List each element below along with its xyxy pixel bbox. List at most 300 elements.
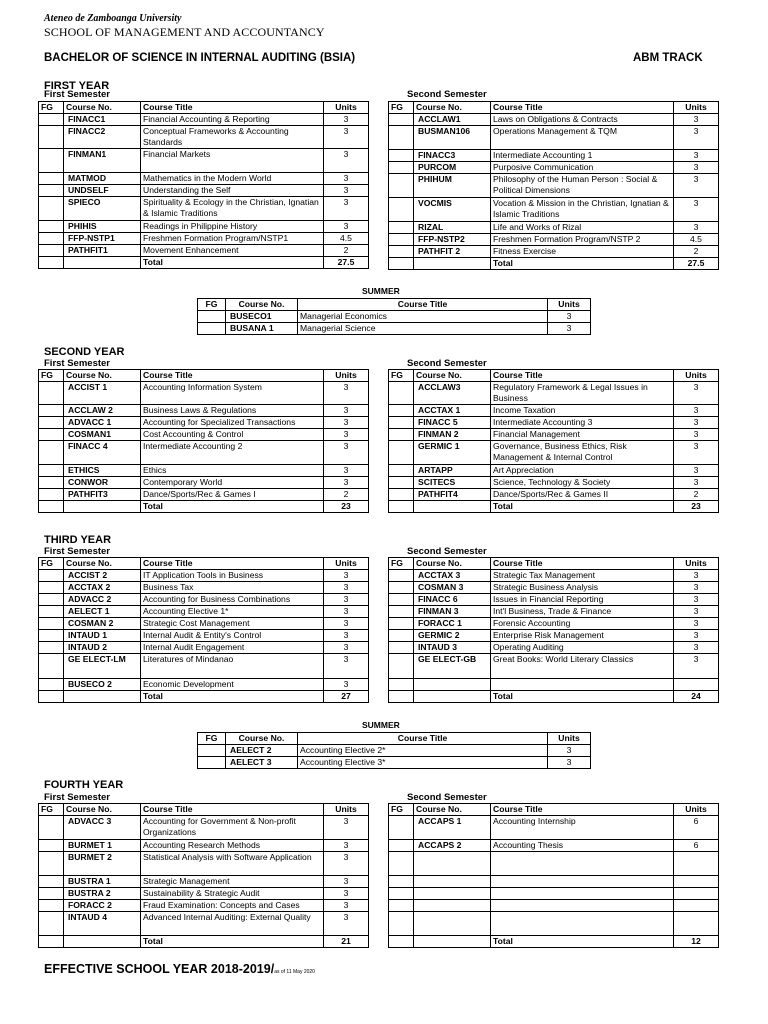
- total-units: 23: [324, 501, 369, 513]
- course-title: Literatures of Mindanao: [141, 654, 324, 679]
- footer: [44, 962, 315, 976]
- course-title: Accounting Research Methods: [141, 840, 324, 852]
- column-header-fg: FG: [389, 558, 414, 570]
- fg-cell: [39, 489, 64, 501]
- course-code: INTAUD 4: [64, 912, 141, 936]
- course-title: Enterprise Risk Management: [491, 630, 674, 642]
- table-row: [39, 642, 369, 654]
- fg-cell: [39, 233, 64, 245]
- course-title: Economic Development: [141, 679, 324, 691]
- second-semester-table: [388, 557, 719, 703]
- course-code: MATMOD: [64, 173, 141, 185]
- column-header-course-title: Course Title: [141, 804, 324, 816]
- column-header-course-title: Course Title: [298, 733, 548, 745]
- fg-cell: [39, 582, 64, 594]
- course-code: INTAUD 2: [64, 642, 141, 654]
- course-units: 3: [324, 429, 369, 441]
- table-row: [39, 679, 369, 691]
- table-header: [389, 370, 719, 382]
- table-row: [39, 465, 369, 477]
- fg-cell: [389, 150, 414, 162]
- fg-cell: [389, 477, 414, 489]
- table-row: [389, 150, 719, 162]
- column-header-course-no: Course No.: [414, 804, 491, 816]
- table-row: [389, 642, 719, 654]
- course-code: AELECT 3: [226, 757, 298, 769]
- course-units: 3: [324, 900, 369, 912]
- table-row: [39, 441, 369, 465]
- total-row: [389, 936, 719, 948]
- fg-cell: [389, 417, 414, 429]
- course-units: [674, 679, 719, 691]
- course-units: 3: [324, 477, 369, 489]
- course-units: 3: [324, 642, 369, 654]
- course-units: 3: [674, 477, 719, 489]
- column-header-course-title: Course Title: [141, 370, 324, 382]
- second-semester-heading: Second Semester: [407, 89, 487, 100]
- table-row: [389, 594, 719, 606]
- course-code: PATHFIT 2: [414, 246, 491, 258]
- course-units: 3: [674, 198, 719, 222]
- table-row: [389, 816, 719, 840]
- course-title: Purposive Communication: [491, 162, 674, 174]
- column-header-course-no: Course No.: [414, 102, 491, 114]
- course-code: FINACC3: [414, 150, 491, 162]
- fg-cell: [39, 630, 64, 642]
- total-label: Total: [141, 936, 324, 948]
- year-heading: SECOND YEAR: [44, 346, 125, 358]
- column-header-units: Units: [674, 558, 719, 570]
- table-row: [39, 618, 369, 630]
- total-label: Total: [491, 936, 674, 948]
- table-row: [39, 382, 369, 405]
- course-title: Intermediate Accounting 3: [491, 417, 674, 429]
- total-row: [39, 691, 369, 703]
- course-title: Business Tax: [141, 582, 324, 594]
- course-units: 3: [324, 570, 369, 582]
- table-row: [389, 582, 719, 594]
- table-row: [389, 912, 719, 936]
- table-row: [39, 221, 369, 233]
- course-code: ACCTAX 3: [414, 570, 491, 582]
- fg-cell: [389, 570, 414, 582]
- course-title: Philosophy of the Human Person : Social & Political Dimensions: [491, 174, 674, 198]
- fg-cell: [39, 606, 64, 618]
- fg-cell: [39, 618, 64, 630]
- course-code: FFP-NSTP1: [64, 233, 141, 245]
- table-header: [389, 102, 719, 114]
- course-units: 4.5: [324, 233, 369, 245]
- first-semester-table: [38, 101, 369, 269]
- course-title: Vocation & Mission in the Christian, Ignatian & Islamic Traditions: [491, 198, 674, 222]
- course-units: 3: [674, 150, 719, 162]
- course-code: AELECT 2: [226, 745, 298, 757]
- fg-cell: [198, 311, 226, 323]
- course-title: Understanding the Self: [141, 185, 324, 197]
- course-units: 3: [674, 582, 719, 594]
- course-code: COSMAN 3: [414, 582, 491, 594]
- column-header-fg: FG: [389, 102, 414, 114]
- course-title: Strategic Management: [141, 876, 324, 888]
- fg-cell: [389, 222, 414, 234]
- course-code: COSMAN1: [64, 429, 141, 441]
- table-row: [39, 149, 369, 173]
- table-row: [39, 570, 369, 582]
- table-row: [39, 126, 369, 149]
- fg-cell: [39, 888, 64, 900]
- course-title: Freshmen Formation Program/NSTP1: [141, 233, 324, 245]
- course-units: [674, 852, 719, 876]
- course-units: 3: [324, 630, 369, 642]
- course-units: [674, 912, 719, 936]
- course-code: RIZAL: [414, 222, 491, 234]
- code-cell: [64, 501, 141, 513]
- course-code: VOCMIS: [414, 198, 491, 222]
- course-title: Laws on Obligations & Contracts: [491, 114, 674, 126]
- course-code: INTAUD 3: [414, 642, 491, 654]
- course-title: Ethics: [141, 465, 324, 477]
- school-name: SCHOOL OF MANAGEMENT AND ACCOUNTANCY: [44, 25, 325, 39]
- course-units: 3: [674, 174, 719, 198]
- fg-cell: [39, 594, 64, 606]
- course-units: 3: [324, 405, 369, 417]
- course-title: Movement Enhancement: [141, 245, 324, 257]
- course-title: Financial Markets: [141, 149, 324, 173]
- course-title: Accounting Elective 1*: [141, 606, 324, 618]
- course-code: FINACC 6: [414, 594, 491, 606]
- first-semester-table: [38, 557, 369, 703]
- table-row: [39, 417, 369, 429]
- fg-cell: [39, 936, 64, 948]
- course-title: [491, 852, 674, 876]
- course-code: ACCIST 1: [64, 382, 141, 405]
- course-title: Accounting Information System: [141, 382, 324, 405]
- course-code: SPIECO: [64, 197, 141, 221]
- fg-cell: [39, 912, 64, 936]
- course-code: ACCAPS 1: [414, 816, 491, 840]
- column-header-units: Units: [324, 370, 369, 382]
- fg-cell: [389, 912, 414, 936]
- course-title: Internal Audit & Entity's Control: [141, 630, 324, 642]
- fg-cell: [39, 245, 64, 257]
- fg-cell: [389, 234, 414, 246]
- course-code: COSMAN 2: [64, 618, 141, 630]
- table-row: [389, 382, 719, 405]
- course-code: FINMAN 3: [414, 606, 491, 618]
- course-title: Internal Audit Engagement: [141, 642, 324, 654]
- course-title: Accounting for Business Combinations: [141, 594, 324, 606]
- column-header-course-title: Course Title: [491, 102, 674, 114]
- fg-cell: [39, 642, 64, 654]
- table-row: [389, 174, 719, 198]
- fg-cell: [389, 174, 414, 198]
- column-header-course-title: Course Title: [491, 558, 674, 570]
- total-label: Total: [141, 691, 324, 703]
- first-semester-table: [38, 803, 369, 948]
- table-row: [39, 852, 369, 876]
- table-row: [389, 840, 719, 852]
- first-semester-heading: First Semester: [44, 89, 111, 100]
- column-header-course-no: Course No.: [414, 558, 491, 570]
- table-row: [389, 234, 719, 246]
- table-row: [389, 222, 719, 234]
- table-row: [39, 582, 369, 594]
- table-row: [39, 245, 369, 257]
- course-title: Fitness Exercise: [491, 246, 674, 258]
- total-units: 27.5: [324, 257, 369, 269]
- course-units: [674, 888, 719, 900]
- course-title: Contemporary World: [141, 477, 324, 489]
- course-units: 3: [324, 197, 369, 221]
- fg-cell: [39, 679, 64, 691]
- track-label: ABM TRACK: [633, 52, 703, 64]
- footer-text: EFFECTIVE SCHOOL YEAR 2018-2019/: [44, 962, 275, 976]
- summer-heading: SUMMER: [362, 720, 400, 730]
- column-header-units: Units: [324, 102, 369, 114]
- fg-cell: [39, 465, 64, 477]
- course-title: [491, 679, 674, 691]
- fg-cell: [389, 654, 414, 679]
- course-code: AELECT 1: [64, 606, 141, 618]
- course-units: 3: [674, 642, 719, 654]
- table-row: [39, 489, 369, 501]
- course-code: BUSMAN106: [414, 126, 491, 150]
- course-code: GERMIC 2: [414, 630, 491, 642]
- table-header: [389, 804, 719, 816]
- total-row: [39, 501, 369, 513]
- column-header-fg: FG: [39, 370, 64, 382]
- course-units: 3: [324, 679, 369, 691]
- fg-cell: [39, 852, 64, 876]
- course-code: FINACC1: [64, 114, 141, 126]
- course-units: 3: [324, 582, 369, 594]
- fg-cell: [39, 382, 64, 405]
- course-code: FINMAN 2: [414, 429, 491, 441]
- fg-cell: [39, 840, 64, 852]
- fg-cell: [389, 126, 414, 150]
- table-header: [198, 733, 591, 745]
- course-units: 3: [324, 606, 369, 618]
- total-label: Total: [491, 501, 674, 513]
- table-row: [389, 489, 719, 501]
- fg-cell: [198, 745, 226, 757]
- fg-cell: [389, 630, 414, 642]
- column-header-units: Units: [548, 299, 591, 311]
- column-header-units: Units: [324, 558, 369, 570]
- course-title: Mathematics in the Modern World: [141, 173, 324, 185]
- course-code: ACCIST 2: [64, 570, 141, 582]
- fg-cell: [39, 441, 64, 465]
- summer-heading: SUMMER: [362, 286, 400, 296]
- table-row: [389, 618, 719, 630]
- code-cell: [414, 691, 491, 703]
- course-code: GE ELECT-LM: [64, 654, 141, 679]
- course-code: BUSECO1: [226, 311, 298, 323]
- course-units: 3: [324, 912, 369, 936]
- table-row: [39, 900, 369, 912]
- course-units: 3: [674, 654, 719, 679]
- fg-cell: [39, 126, 64, 149]
- course-code: ETHICS: [64, 465, 141, 477]
- total-label: Total: [141, 501, 324, 513]
- column-header-fg: FG: [198, 733, 226, 745]
- code-cell: [414, 936, 491, 948]
- course-code: [414, 912, 491, 936]
- course-title: Advanced Internal Auditing: External Quality: [141, 912, 324, 936]
- year-heading: FOURTH YEAR: [44, 779, 124, 791]
- course-code: PURCOM: [414, 162, 491, 174]
- course-units: 3: [674, 126, 719, 150]
- table-row: [389, 570, 719, 582]
- course-title: Great Books: World Literary Classics: [491, 654, 674, 679]
- course-title: Operating Auditing: [491, 642, 674, 654]
- course-units: 3: [324, 654, 369, 679]
- course-code: INTAUD 1: [64, 630, 141, 642]
- course-title: Financial Accounting & Reporting: [141, 114, 324, 126]
- course-code: ACCTAX 2: [64, 582, 141, 594]
- column-header-fg: FG: [198, 299, 226, 311]
- course-units: 3: [674, 606, 719, 618]
- course-units: 2: [674, 246, 719, 258]
- course-title: Dance/Sports/Rec & Games I: [141, 489, 324, 501]
- table-row: [39, 630, 369, 642]
- fg-cell: [39, 570, 64, 582]
- table-row: [39, 405, 369, 417]
- fg-cell: [389, 489, 414, 501]
- course-units: 3: [548, 757, 591, 769]
- course-units: [674, 900, 719, 912]
- fg-cell: [39, 149, 64, 173]
- table-row: [39, 233, 369, 245]
- course-title: [491, 912, 674, 936]
- university-name: Ateneo de Zamboanga University: [44, 13, 182, 24]
- course-title: Science, Technology & Society: [491, 477, 674, 489]
- course-title: Accounting Thesis: [491, 840, 674, 852]
- fg-cell: [389, 441, 414, 465]
- course-code: ADVACC 3: [64, 816, 141, 840]
- course-units: 3: [324, 594, 369, 606]
- course-code: ACCLAW1: [414, 114, 491, 126]
- table-row: [198, 311, 591, 323]
- fg-cell: [39, 876, 64, 888]
- fg-cell: [389, 162, 414, 174]
- year-heading: FIRST YEAR: [44, 80, 110, 92]
- course-units: 3: [324, 173, 369, 185]
- table-row: [389, 429, 719, 441]
- course-units: 3: [324, 876, 369, 888]
- summer-table: [197, 298, 591, 335]
- course-units: 3: [674, 405, 719, 417]
- course-title: Strategic Tax Management: [491, 570, 674, 582]
- course-units: 3: [674, 465, 719, 477]
- fg-cell: [389, 691, 414, 703]
- course-title: [491, 876, 674, 888]
- course-code: ADVACC 2: [64, 594, 141, 606]
- course-units: 3: [674, 630, 719, 642]
- fg-cell: [389, 840, 414, 852]
- course-title: Freshmen Formation Program/NSTP 2: [491, 234, 674, 246]
- table-header: [39, 804, 369, 816]
- fg-cell: [198, 757, 226, 769]
- total-units: 12: [674, 936, 719, 948]
- course-units: 3: [324, 417, 369, 429]
- code-cell: [414, 501, 491, 513]
- course-units: 3: [674, 417, 719, 429]
- column-header-fg: FG: [389, 370, 414, 382]
- second-semester-table: [388, 369, 719, 513]
- fg-cell: [39, 417, 64, 429]
- fg-cell: [389, 816, 414, 840]
- course-title: Intermediate Accounting 2: [141, 441, 324, 465]
- table-row: [389, 417, 719, 429]
- code-cell: [64, 936, 141, 948]
- code-cell: [414, 258, 491, 270]
- column-header-fg: FG: [389, 804, 414, 816]
- course-units: 3: [324, 888, 369, 900]
- fg-cell: [389, 594, 414, 606]
- table-row: [39, 888, 369, 900]
- fg-cell: [39, 197, 64, 221]
- course-units: 6: [674, 816, 719, 840]
- course-code: FORACC 2: [64, 900, 141, 912]
- course-code: PATHFIT3: [64, 489, 141, 501]
- second-semester-heading: Second Semester: [407, 792, 487, 803]
- course-title: [491, 888, 674, 900]
- course-units: 2: [324, 245, 369, 257]
- course-code: BUSTRA 2: [64, 888, 141, 900]
- course-title: Accounting Elective 3*: [298, 757, 548, 769]
- course-units: 3: [674, 114, 719, 126]
- table-row: [39, 114, 369, 126]
- fg-cell: [389, 114, 414, 126]
- total-label: Total: [491, 258, 674, 270]
- course-title: Accounting for Government & Non-profit Organizations: [141, 816, 324, 840]
- fg-cell: [389, 888, 414, 900]
- course-code: PATHFIT1: [64, 245, 141, 257]
- table-row: [389, 630, 719, 642]
- column-header-fg: FG: [39, 804, 64, 816]
- course-code: ARTAPP: [414, 465, 491, 477]
- fg-cell: [39, 173, 64, 185]
- course-units: 3: [324, 840, 369, 852]
- table-header: [39, 102, 369, 114]
- column-header-units: Units: [548, 733, 591, 745]
- course-code: GERMIC 1: [414, 441, 491, 465]
- total-label: Total: [141, 257, 324, 269]
- fg-cell: [39, 654, 64, 679]
- course-units: 3: [324, 221, 369, 233]
- column-header-units: Units: [674, 804, 719, 816]
- course-title: Accounting for Specialized Transactions: [141, 417, 324, 429]
- course-units: 3: [324, 441, 369, 465]
- table-row: [198, 757, 591, 769]
- total-row: [389, 501, 719, 513]
- course-title: Financial Management: [491, 429, 674, 441]
- column-header-course-title: Course Title: [141, 102, 324, 114]
- course-code: ACCLAW 2: [64, 405, 141, 417]
- second-semester-table: [388, 803, 719, 948]
- table-row: [389, 198, 719, 222]
- fg-cell: [389, 501, 414, 513]
- table-row: [39, 654, 369, 679]
- course-title: Managerial Science: [298, 323, 548, 335]
- table-row: [389, 654, 719, 679]
- table-row: [198, 745, 591, 757]
- course-code: FINMAN1: [64, 149, 141, 173]
- fg-cell: [389, 582, 414, 594]
- course-units: [674, 876, 719, 888]
- column-header-units: Units: [674, 370, 719, 382]
